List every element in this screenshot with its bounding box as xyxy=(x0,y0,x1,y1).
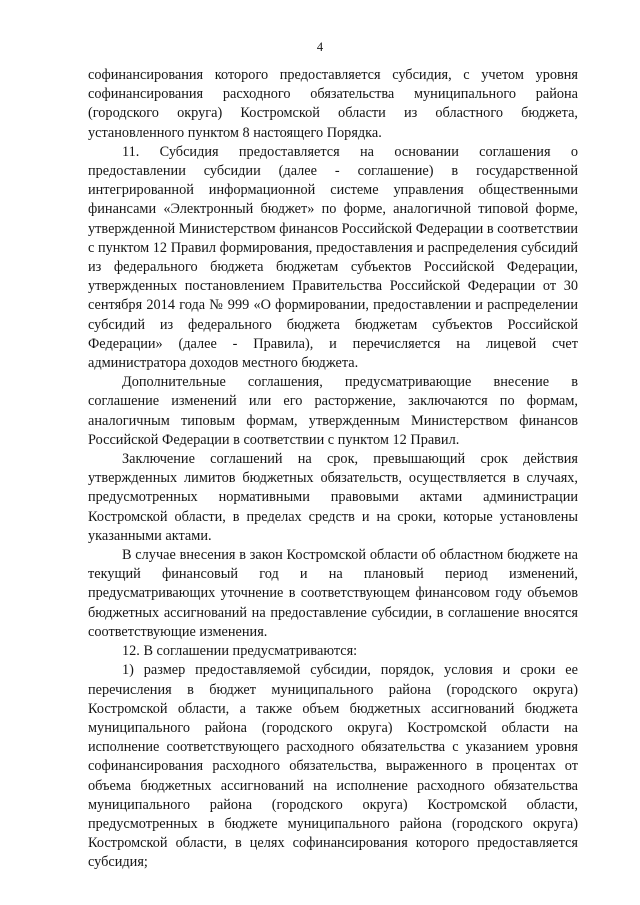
paragraph-item-12-1: 1) размер предоставляемой субсидии, порядок, условия и сроки ее перечисления в бюджет муниципального района (городского округа) Костромской области, а также объем бюджетных ассигнований бюджета муниципального района (городского округа) Костромской области на исполнение соответствующего расходного обязательства с указанием уровня софинансирования расходного обязательства, выраженного в процентах от объема бюджетных ассигнований на исполнение расходного обязательства муниципального района (городского округа) Костромской области, предусмотренных в бюджете муниципального района (городского округа) Костромской области, в целях софинансирования которого предоставляется субсидия; xyxy=(88,662,578,871)
paragraph-additional-agreements: Дополнительные соглашения, предусматривающие внесение в соглашение изменений или его расторжение, заключаются по формам, аналогичным типовым формам, утвержденным Министерством финансов Российской Федерации в соответствии с пунктом 12 Правил. xyxy=(88,374,578,448)
paragraph-agreement-term: Заключение соглашений на срок, превышающий срок действия утвержденных лимитов бюджетных обязательств, осуществляется в случаях, предусмотренных нормативными правовыми актами администрации Костромской области, в пределах средств и на сроки, которые установлены указанными актами. xyxy=(88,451,578,544)
paragraph-item-12: 12. В соглашении предусматриваются: xyxy=(122,643,358,660)
document-body xyxy=(88,66,578,873)
paragraph-continuation: софинансирования которого предоставляется субсидия, с учетом уровня софинансирования расходного обязательства муниципального района (городского округа) Костромской области из областного бюджета, установленного пунктом 8 настоящего Порядка. xyxy=(88,67,578,141)
page-number: 4 xyxy=(316,40,324,54)
paragraph-item-11: 11. Субсидия предоставляется на основании соглашения о предоставлении субсидии (далее - соглашение) в государственной интегрированной информационной системе управления общественными финансами «Электронный бюджет» по форме, аналогичной типовой форме, утвержденной Министерством финансов Российской Федерации в соответствии с пунктом 12 Правил формирования, предоставления и распределения субсидий из федерального бюджета бюджетам субъектов Российской Федерации, утвержденных постановлением Правительства Российской Федерации от 30 сентября 2014 года № 999 «О формировании, предоставлении и распределении субсидий из федерального бюджета бюджетам субъектов Российской Федерации» (далее - Правила), и перечисляется на лицевой счет администратора доходов местного бюджета. xyxy=(88,143,578,372)
paragraph-law-amendments: В случае внесения в закон Костромской области об областном бюджете на текущий финансовый год и на плановый период изменений, предусматривающих уточнение в соответствующем финансовом году объемов бюджетных ассигнований на предоставление субсидии, в соглашение вносятся соответствующие изменения. xyxy=(88,547,578,640)
